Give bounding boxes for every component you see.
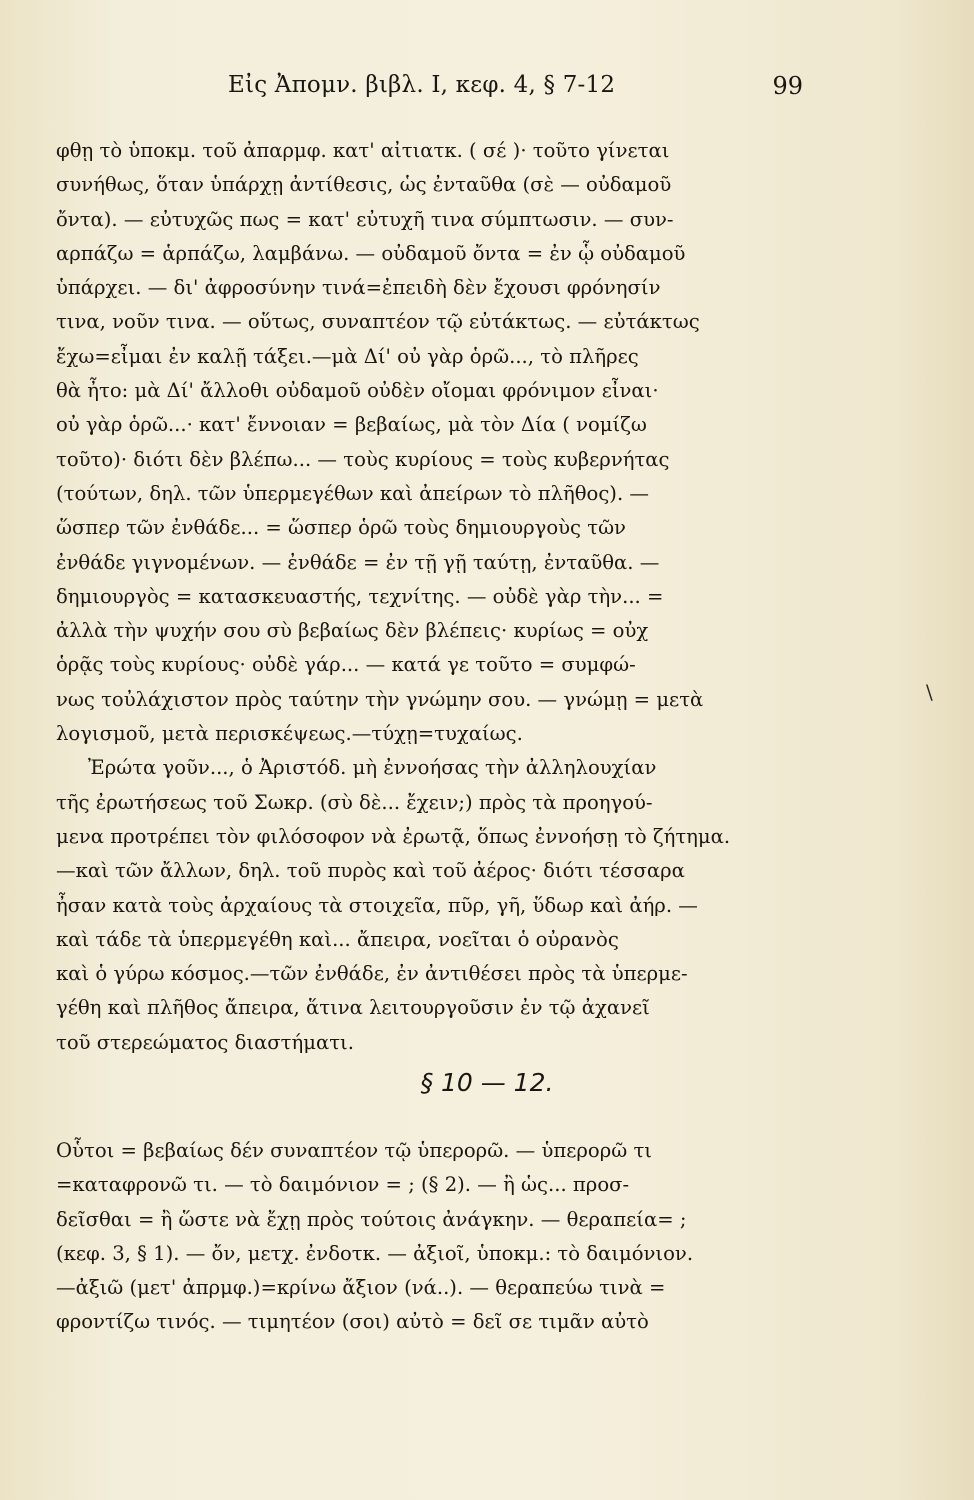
text-line: γέθη καὶ πλῆθος ἄπειρα, ἅτινα λειτουργοῦσιν ἐν τῷ ἀχανεῖ bbox=[56, 996, 650, 1020]
text-line: καὶ τάδε τὰ ὑπερμεγέθη καὶ... ἄπειρα, νοεῖται ὁ οὐρανὸς bbox=[56, 927, 619, 951]
commentary-text bbox=[56, 134, 798, 1060]
text-line: Οὗτοι = βεβαίως δέν συναπτέον τῷ ὑπερορῶ. — ὑπερορῶ τι bbox=[56, 1139, 652, 1162]
text-line: —καὶ τῶν ἄλλων, δηλ. τοῦ πυρὸς καὶ τοῦ ἀέρος· διότι τέσσαρα bbox=[56, 859, 685, 883]
section-commentary-text bbox=[56, 1134, 798, 1340]
text-line: ὑπάρχει. — δι' ἀφροσύνην τινά=ἐπειδὴ δὲν ἔχουσι φρόνησίν bbox=[56, 276, 661, 300]
text-line: ὥσπερ τῶν ἐνθάδε... = ὥσπερ ὁρῶ τοὺς δημιουργοὺς τῶν bbox=[56, 516, 626, 540]
page-header bbox=[58, 72, 803, 112]
text-line: τοῦ στερεώματος διαστήματι. bbox=[56, 1030, 354, 1054]
text-line: —ἀξιῶ (μετ' ἀπρμφ.)=κρίνω ἄξιον (νά..). — θεραπεύω τινὰ = bbox=[56, 1276, 666, 1300]
text-line: τινα, νοῦν τινα. — οὕτως, συναπτέον τῷ εὐτάκτως. — εὐτάκτως bbox=[56, 310, 700, 334]
text-line: συνήθως, ὅταν ὑπάρχῃ ἀντίθεσις, ὡς ἐνταῦθα (σὲ — οὐδαμοῦ bbox=[56, 173, 672, 197]
text-line: ἀλλὰ τὴν ψυχήν σου σὺ βεβαίως δὲν βλέπεις· κυρίως = οὐχ bbox=[56, 619, 649, 643]
text-line: ὄντα). — εὐτυχῶς πως = κατ' εὐτυχῆ τινα σύμπτωσιν. — συν- bbox=[56, 207, 674, 231]
text-line: οὐ γὰρ ὁρῶ...· κατ' ἔννοιαν = βεβαίως, μὰ τὸν Δία ( νομίζω bbox=[56, 413, 647, 437]
text-line: αρπάζω = ἁρπάζω, λαμβάνω. — οὐδαμοῦ ὄντα = ἐν ᾧ οὐδαμοῦ bbox=[56, 241, 686, 265]
text-line: =καταφρονῶ τι. — τὸ δαιμόνιον = ; (§ 2). — ἢ ὡς... προσ- bbox=[56, 1173, 630, 1197]
section-heading: § 10 — 12. bbox=[420, 1068, 554, 1097]
text-line: καὶ ὁ γύρω κόσμος.—τῶν ἐνθάδε, ἐν ἀντιθέσει πρὸς τὰ ὑπερμε- bbox=[56, 962, 688, 986]
text-line: φροντίζω τινός. — τιμητέον (σοι) αὐτὸ = δεῖ σε τιμᾶν αὐτὸ bbox=[56, 1310, 649, 1334]
text-line: φθῃ τὸ ὑποκμ. τοῦ ἀπαρμφ. κατ' αἰτιατκ. ( σέ )· τοῦτο γίνεται bbox=[56, 139, 670, 162]
running-head: Εἰς Ἀπομν. βιβλ. I, κεφ. 4, § 7-12 bbox=[228, 72, 616, 98]
text-line: λογισμοῦ, μετὰ περισκέψεως.—τύχῃ=τυχαίως. bbox=[56, 722, 523, 746]
page-number: 99 bbox=[772, 72, 803, 100]
margin-mark: \ bbox=[926, 680, 933, 704]
text-line: Ἐρώτα γοῦν..., ὁ Ἀριστόδ. μὴ ἐννοήσας τὴν ἀλληλουχίαν bbox=[88, 756, 657, 780]
text-line: νως τοὐλάχιστον πρὸς ταύτην τὴν γνώμην σου. — γνώμῃ = μετὰ bbox=[56, 687, 704, 711]
text-line: τοῦτο)· διότι δὲν βλέπω... — τοὺς κυρίους = τοὺς κυβερνήτας bbox=[56, 447, 670, 471]
text-line: ἐνθάδε γιγνομένων. — ἐνθάδε = ἐν τῇ γῇ ταύτῃ, ἐνταῦθα. — bbox=[56, 550, 660, 574]
text-line: τῆς ἐρωτήσεως τοῦ Σωκρ. (σὺ δὲ... ἔχειν;) πρὸς τὰ προηγού- bbox=[56, 790, 653, 814]
text-line: δεῖσθαι = ἢ ὥστε νὰ ἔχῃ πρὸς τούτοις ἀνάγκην. — θεραπεία= ; bbox=[56, 1207, 687, 1231]
text-line: ἦσαν κατὰ τοὺς ἀρχαίους τὰ στοιχεῖα, πῦρ, γῆ, ὕδωρ καὶ ἀήρ. — bbox=[56, 893, 698, 917]
text-line: (τούτων, δηλ. τῶν ὑπερμεγέθων καὶ ἀπείρων τὸ πλῆθος). — bbox=[56, 481, 649, 505]
text-line: δημιουργὸς = κατασκευαστής, τεχνίτης. — οὐδὲ γὰρ τὴν... = bbox=[56, 584, 664, 608]
text-line: ἔχω=εἶμαι ἐν καλῇ τάξει.—μὰ Δί' οὐ γὰρ ὁρῶ..., τὸ πλῆρες bbox=[56, 344, 639, 368]
text-line: μενα προτρέπει τὸν φιλόσοφον νὰ ἐρωτᾷ, ὅπως ἐννοήσῃ τὸ ζήτημα. bbox=[56, 824, 731, 848]
text-line: ὁρᾷς τοὺς κυρίους· οὐδὲ γάρ... — κατά γε τοῦτο = συμφώ- bbox=[56, 653, 636, 677]
text-line: (κεφ. 3, § 1). — ὄν, μετχ. ἐνδοτκ. — ἀξιοῖ, ὑποκμ.: τὸ δαιμόνιον. bbox=[56, 1241, 694, 1265]
text-line: θὰ ἦτο: μὰ Δί' ἄλλοθι οὐδαμοῦ οὐδὲν οἴομαι φρόνιμον εἶναι· bbox=[56, 379, 659, 403]
